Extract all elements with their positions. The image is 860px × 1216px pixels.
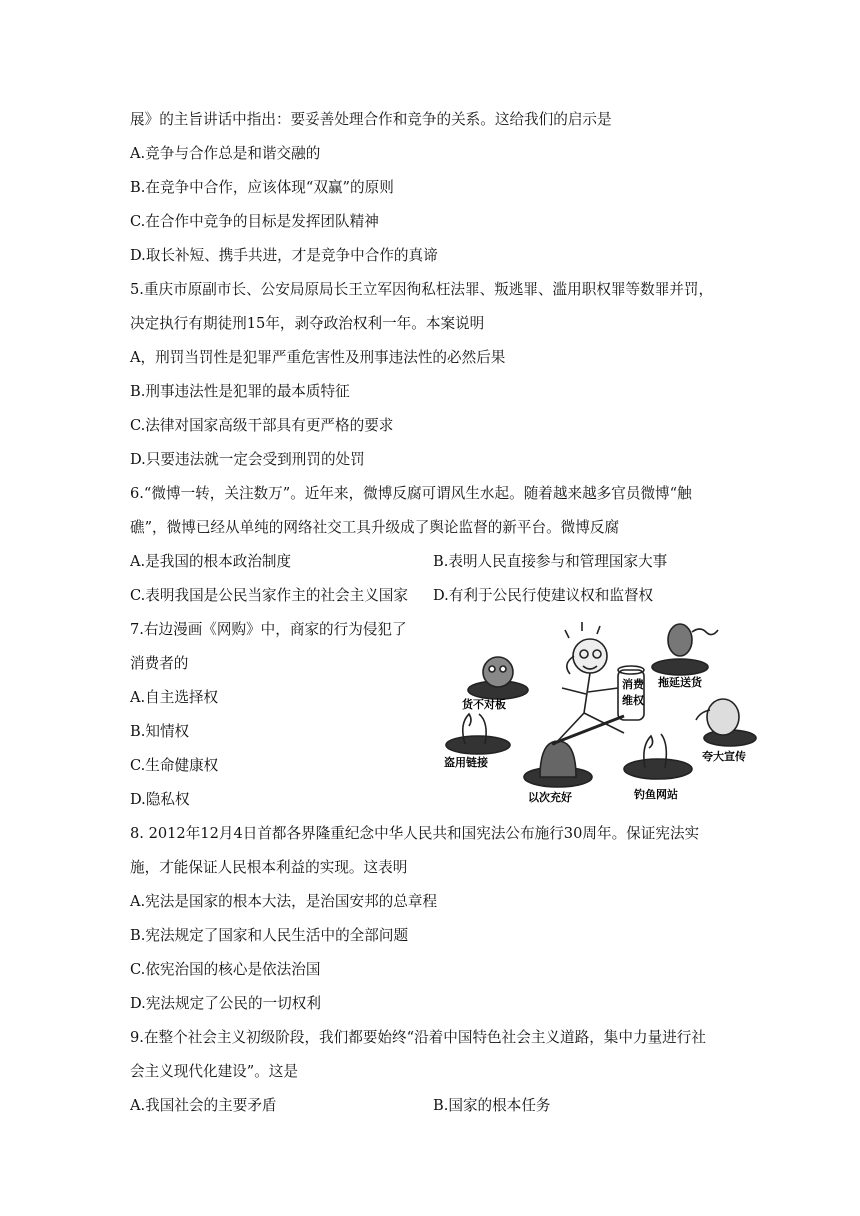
q8-option-d: D.宪法规定了公民的一切权利 [130,995,321,1012]
label-exaggerate: 夸大宣传 [702,750,746,763]
q4-continuation: 展》的主旨讲话中指出：要妥善处理合作和竞争的关系。这给我们的启示是 [130,111,612,128]
q9-stem-line2: 会主义现代化建设”。这是 [130,1063,298,1080]
q5-option-b: B.刑事违法性是犯罪的最本质特征 [130,383,350,400]
q5-stem-line1: 5.重庆市原副市长、公安局原局长王立军因徇私枉法罪、叛逃罪、滥用职权罪等数罪并罚， [130,281,714,298]
hole-phishing [624,759,692,779]
q6-option-d: D.有利于公民行使建议权和监督权 [433,587,654,604]
label-rights-2: 维权 [622,694,644,707]
q7-stem-line1: 7.右边漫画《网购》中，商家的行为侵犯了 [130,621,407,638]
q6-stem-line2: 礁”，微博已经从单纯的网络社交工具升级成了舆论监督的新平台。微博反腐 [130,519,620,536]
q8-option-c: C.依宪治国的核心是依法治国 [130,961,321,978]
hole-link [446,736,510,754]
q6-option-c: C.表明我国是公民当家作主的社会主义国家 [130,587,408,604]
q6-option-a: A.是我国的根本政治制度 [130,553,292,570]
cartoon-drawing [440,612,758,806]
q5-option-c: C.法律对国家高级干部具有更严格的要求 [130,417,394,434]
q8-stem-line1: 8. 2012年12月4日首都各界隆重纪念中华人民共和国宪法公布施行30周年。保证宪法实 [130,825,700,842]
q4-option-d: D.取长补短、携手共进，才是竞争中合作的真谛 [130,247,438,264]
label-mismatch: 货不对板 [462,698,506,711]
q8-option-b: B.宪法规定了国家和人民生活中的全部问题 [130,927,409,944]
q5-stem-line2: 决定执行有期徒刑15年，剥夺政治权利一年。本案说明 [130,315,485,332]
q7-option-a: A.自主选择权 [130,689,219,706]
q7-option-b: B.知情权 [130,723,190,740]
online-shopping-cartoon [440,612,758,806]
q6-option-b: B.表明人民直接参与和管理国家大事 [433,553,668,570]
q5-option-a: A，刑罚当罚性是犯罪严重危害性及刑事违法性的必然后果 [130,349,506,366]
q4-option-a: A.竞争与合作总是和谐交融的 [130,145,321,162]
label-shoddy: 以次充好 [528,791,572,804]
label-phishing: 钓鱼网站 [634,788,678,801]
q9-option-a: A.我国社会的主要矛盾 [130,1097,277,1114]
q6-stem-line1: 6.“微博一转，关注数万”。近年来，微博反腐可谓风生水起。随着越来越多官员微博“触 [130,485,692,502]
label-delay: 拖延送货 [658,676,702,689]
q8-stem-line2: 施，才能保证人民根本利益的实现。这表明 [130,859,408,876]
q4-option-c: C.在合作中竞争的目标是发挥团队精神 [130,213,379,230]
label-link: 盗用链接 [444,756,488,769]
hole-delay [652,659,708,675]
q7-stem-line2: 消费者的 [130,655,189,672]
q7-option-c: C.生命健康权 [130,757,219,774]
q4-option-b: B.在竞争中合作，应该体现“双赢”的原则 [130,179,394,196]
q5-option-d: D.只要违法就一定会受到刑罚的处罚 [130,451,365,468]
q8-option-a: A.宪法是国家的根本大法，是治国安邦的总章程 [130,893,438,910]
q9-stem-line1: 9.在整个社会主义初级阶段，我们都要始终“沿着中国特色社会主义道路，集中力量进行社 [130,1029,706,1046]
q7-option-d: D.隐私权 [130,791,190,808]
q9-option-b: B.国家的根本任务 [433,1097,551,1114]
label-rights-1: 消费 [622,678,644,691]
